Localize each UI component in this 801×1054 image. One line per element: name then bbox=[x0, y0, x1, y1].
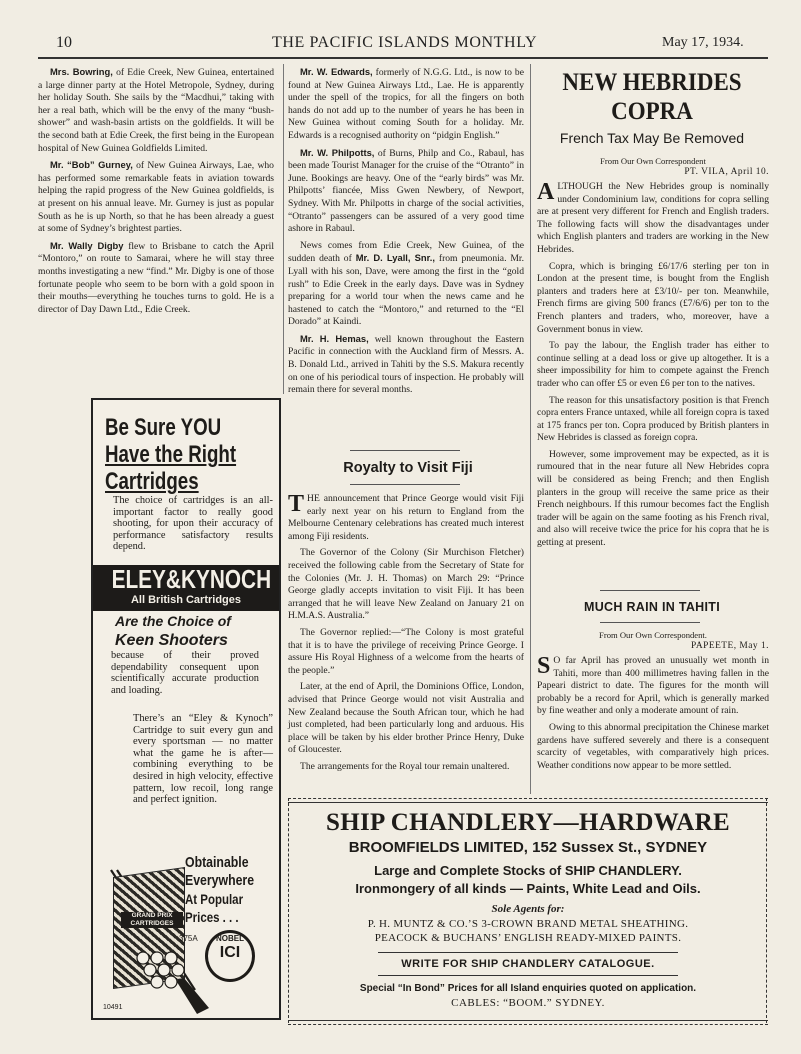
person-name: Mr. W. Edwards, bbox=[300, 66, 373, 77]
news-item bbox=[288, 147, 524, 236]
ad-code: 375A bbox=[179, 934, 198, 943]
royalty-headline: Royalty to Visit Fiji bbox=[343, 460, 473, 476]
tahiti-headline: MUCH RAIN IN TAHITI bbox=[583, 600, 720, 614]
news-text: of New Guinea Airways, Lae, who has performed some remarkable feats in aviation towards helping the rapid progress of the New Guinea goldfields, is at present on his annual leave. Mr. Gurney is just as popular South as he is up North, so that he has been already a guest at some of Sydney’s brightest parties. bbox=[38, 160, 274, 235]
royalty-paragraph: The Governor replied:—“The Colony is most grateful that it is to have the privilege of receiving Prince George. I assure His Royal Highness of a welcome from the hearts of the people.” bbox=[288, 626, 524, 676]
royalty-article bbox=[288, 493, 524, 777]
brand-name: ELEY&KYNOCH bbox=[111, 564, 272, 594]
news-text: well known throughout the Eastern Pacific in connection with the Auckland firm of Messrs. A. B. Donald Ltd., arrived in Tahiti by the S.S. Makura recently on one of his periodical tours of inspection. He probably will remain there for several months. bbox=[288, 333, 524, 396]
drop-cap: T bbox=[288, 491, 305, 517]
chandlery-content bbox=[288, 808, 768, 1011]
person-name: Mr. Wally Digby bbox=[50, 239, 124, 251]
cartridge-body-1: because of their proved dependability consequent upon scientifically accurate production and loading. bbox=[111, 650, 259, 696]
drop-cap: A bbox=[537, 179, 555, 205]
firm-name: BROOMFIELDS LIMITED, 152 Sussex St., SYDNEY bbox=[348, 839, 708, 856]
news-text: News comes from Edie Creek, New Guinea, of the sudden death of bbox=[288, 239, 524, 265]
cartridge-headline: Be Sure YOU Have the Right Cartridges bbox=[105, 414, 237, 495]
shell-cartridges bbox=[133, 948, 213, 992]
cartridge-body-2: There’s an “Eley & Kynoch” Cartridge to suit every gun and every sportsman — no matter what the game he is after—combining everything to be desired in high velocity, effective pattern, low recoil, long range and perfect ignition. bbox=[133, 713, 273, 806]
brand-subtitle: All British Cartridges bbox=[130, 594, 242, 606]
copra-headline: NEW HEBRIDES COPRA bbox=[562, 69, 742, 125]
copra-byline: From Our Own Correspondent bbox=[600, 156, 706, 166]
publication-title: THE PACIFIC ISLANDS MONTHLY bbox=[272, 34, 538, 51]
person-name: Mr. H. Hemas, bbox=[300, 332, 369, 344]
royalty-rule-top bbox=[350, 450, 460, 451]
person-name: Mrs. Bowring, bbox=[50, 66, 113, 77]
person-name: Mr. W. Philpotts, bbox=[300, 146, 375, 158]
eley-kynoch-banner bbox=[93, 565, 279, 611]
cartridge-box-label: GRAND PRIX CARTRIDGES bbox=[121, 912, 183, 928]
page-number: 10 bbox=[56, 34, 72, 51]
sole-agents-label: Sole Agents for: bbox=[491, 903, 565, 915]
column-rule bbox=[530, 64, 531, 794]
tahiti-paragraph: S O far April has proved an unusually wet month in Tahiti, more than 400 millimetres having fallen in the Papeari district to date. The figures for the month will probably be a record for April, which is generally marked by fine weather and only a moderate amount of rain. bbox=[537, 653, 769, 717]
royalty-paragraph: The arrangements for the Royal tour remain unaltered. bbox=[300, 760, 510, 772]
nobel-ring-text: NOBEL bbox=[216, 934, 244, 943]
chandlery-title: SHIP CHANDLERY—HARDWARE bbox=[326, 809, 730, 836]
news-text: formerly of N.G.G. Ltd., is now to be found at New Guinea Airways Ltd., Lae. He is apparently under the spell of the tropics, for all the fingers on both hands do not add up to the number of years he has been in New Guinea without coming South for a holiday. Mr. Edwards is a recognised authority on “pidgin English.” bbox=[288, 67, 524, 141]
news-item bbox=[288, 66, 524, 143]
copra-paragraph: However, some improvement may be expected, as it is rumoured that in the near future all New Hebrides copra will be considered as being French; and then English planters in the group will receive the same price as their French neighbours. If this rumour becomes fact the English trader will be again on the same footing as his French rival, and also will receive twice the price for his copra that he is getting at present. bbox=[537, 448, 769, 549]
cable-address: CABLES: “BOOM.” SYDNEY. bbox=[451, 997, 605, 1009]
royalty-paragraph: The Governor of the Colony (Sir Murchison Fletcher) received the following cable from the Secretary of State for the Colonies (Mr. J. H. Thomas) on March 29: “Prince George gladly accepts invitation to visit Fiji. It has been arranged that he will leave New Zealand on January 21 on H.M.A.S. Australia.” bbox=[288, 547, 524, 622]
left-column bbox=[38, 66, 274, 320]
choice-line: Are the Choice of Keen Shooters bbox=[115, 613, 231, 649]
copra-paragraph: Copra, which is bringing £6/17/6 sterling per ton in London at the present time, is bought from the English planters and traders here at £3/10/- per ton. Meanwhile, French firms are giving 500 francs (£7/6/6) per ton to the French planters and traders, who, moreover, have a Government bonus in view. bbox=[537, 260, 769, 335]
royalty-paragraph: Later, at the end of April, the Dominions Office, London, advised that Prince George would not visit Australia and New Zealand because the South African tour, which he had just completed, had been particularly long and arduous. His place will be taken by his elder brother Prince Henry, Duke of Gloucester. bbox=[288, 681, 524, 756]
special-prices: Special “In Bond” Prices for all Island enquiries quoted on application. bbox=[359, 983, 697, 994]
tahiti-rule-top bbox=[600, 590, 700, 591]
ornamental-border-bottom bbox=[288, 1020, 768, 1025]
catalogue-rule-top bbox=[378, 952, 678, 953]
ironmongery-line: Ironmongery of all kinds — Paints, White Lead and Oils. bbox=[355, 881, 701, 896]
tahiti-paragraph: Owing to this abnormal precipitation the Chinese market gardens have suffered severely and there is a consequent scarcity of vegetables, with comparatively high prices. Weather conditions now appear to be more settled. bbox=[537, 721, 769, 771]
news-item bbox=[288, 333, 524, 397]
ici-letters: ICI bbox=[219, 944, 241, 961]
obtainable-text: Obtainable Everywhere At Popular Prices . . . bbox=[185, 854, 255, 925]
news-text: flew to Brisbane to catch the April “Montoro,” on route to Samarai, where he will stay three months investigating a new “find.” Mr. Digby is one of those fortunate people who seem to be born with a gold spoon in their mouths—everything he touches turns to gold. He is a director of Day Dawn Ltd., Edie Creek. bbox=[38, 240, 274, 315]
copra-paragraph: ALTHOUGH the New Hebrides group is nominally under Condominium law, conditions for copra selling are at present very different for French and English traders. The following facts will show the disadvantages under which English planters and traders are working in the New Hebrides. bbox=[537, 179, 769, 255]
copra-paragraph: The reason for this unsatisfactory position is that French copra enters France untaxed, while all foreign copra is taxed at 175 francs per ton. Copra produced by British planters in New Hebrides is classed as foreign copra. bbox=[537, 394, 769, 444]
chandlery-advertisement bbox=[288, 798, 768, 1024]
catalogue-line: WRITE FOR SHIP CHANDLERY CATALOGUE. bbox=[401, 958, 655, 970]
cartridge-advertisement bbox=[91, 398, 281, 1020]
person-name: Mr. “Bob” Gurney, bbox=[50, 159, 133, 171]
ad-reference: 10491 bbox=[103, 1004, 123, 1011]
news-text: from pneumonia. Mr. Lyall with his son, Dave, were among the first in the “gold rush” to Edie Creek in the early days. Dave was in Sydney preparing for a world tour when the news came and he hastened to catch the “Montoro,” and returned to the “El Dorado” at Kaindi. bbox=[288, 253, 524, 328]
copra-article bbox=[537, 156, 769, 554]
stocks-line: Large and Complete Stocks of SHIP CHANDLERY. bbox=[374, 863, 682, 878]
agent-peacock: PEACOCK & BUCHANS’ ENGLISH READY-MIXED PAINTS. bbox=[374, 932, 682, 944]
tahiti-dateline: PAPEETE, May 1. bbox=[691, 641, 769, 651]
catalogue-rule-bottom bbox=[378, 975, 678, 976]
ici-logo bbox=[205, 930, 255, 982]
cartridge-intro: The choice of cartridges is an all-important factor to really good shooting, for upon their accuracy of performance satisfactory results depend. bbox=[113, 495, 273, 553]
copra-subtitle: French Tax May Be Removed bbox=[559, 130, 745, 146]
news-item bbox=[38, 66, 274, 155]
tahiti-article bbox=[537, 630, 769, 776]
news-item bbox=[288, 240, 524, 329]
copra-paragraph: To pay the labour, the English trader has either to continue selling at a dead loss or give up altogether. It is a sheer impossibility for him to compete against the French trader who can offer £5 or even £6 per ton to the natives. bbox=[537, 340, 769, 389]
header-rule bbox=[38, 57, 768, 59]
issue-date: May 17, 1934. bbox=[662, 35, 744, 50]
tahiti-rule-bottom bbox=[600, 622, 700, 623]
news-item bbox=[38, 159, 274, 236]
royalty-paragraph: THE announcement that Prince George would visit Fiji early next year on his return to England from the Melbourne Centenary celebrations has created much interest among Fiji residents. bbox=[288, 491, 524, 542]
ornamental-border-top bbox=[288, 798, 768, 803]
column-rule bbox=[283, 64, 284, 394]
drop-cap: S bbox=[537, 653, 551, 679]
royalty-rule-bottom bbox=[350, 484, 460, 485]
middle-column bbox=[288, 66, 524, 401]
news-text: of Edie Creek, New Guinea, entertained a large dinner party at the Hotel Metropole, Sydney, during her holiday South. She sails by the “Macdhui,” taking with her a real bath, which will be the envy of the many “bush-shower” and wash-basin artists on the goldfields. It will be the second bath at Edie Creek, the first being in the European hospital of New Guinea Goldfields Limited. bbox=[38, 67, 274, 154]
news-item bbox=[38, 240, 274, 317]
news-text: of Burns, Philp and Co., Rabaul, has been made Tourist Manager for the cruise of the “Otranto” in June. Bookings are heavy. One of the “early birds” was Mr. Philpotts’ fiancée, Miss Gwen Newbery, of Newport, Sydney. With Mr. Philpotts in charge of the social activities, “Otranto” passengers can be assured of a very good time ashore in Rabaul. bbox=[288, 147, 524, 235]
agent-muntz: P. H. MUNTZ & CO.’S 3-CROWN BRAND METAL SHEATHING. bbox=[367, 918, 689, 930]
copra-dateline: PT. VILA, April 10. bbox=[684, 167, 769, 177]
person-name: Mr. D. Lyall, Snr., bbox=[355, 252, 435, 264]
tahiti-byline: From Our Own Correspondent. bbox=[599, 630, 707, 640]
